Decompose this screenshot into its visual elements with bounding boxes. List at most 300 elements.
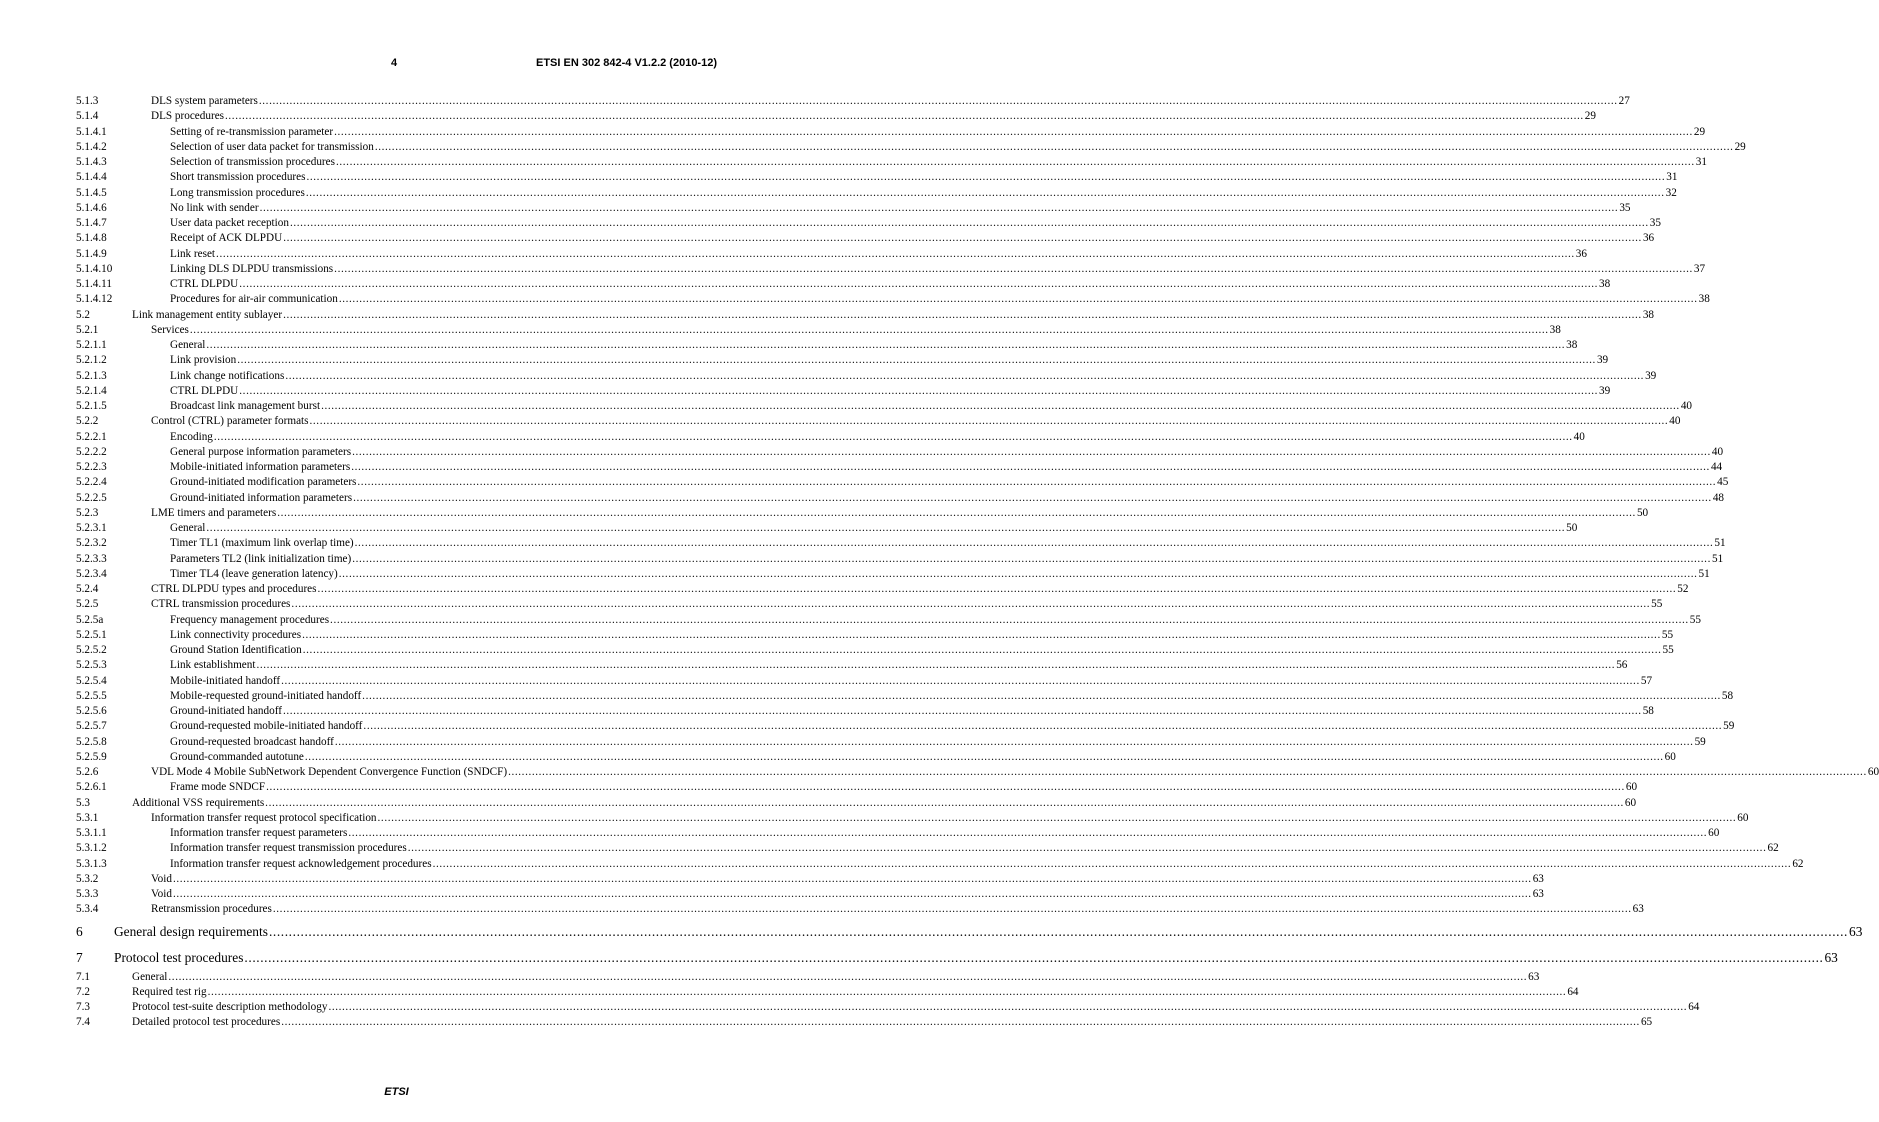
toc-entry-number: 5.2.1 <box>76 323 99 336</box>
toc-entry[interactable] <box>76 384 1611 399</box>
toc-entry-number: 5.2.2.4 <box>76 476 107 489</box>
dot-leader: ................................................................................................................................................................................................................................................................................................................................................................................................................ <box>189 323 1549 336</box>
toc-entry[interactable] <box>76 140 1746 155</box>
toc-entry[interactable] <box>76 338 1578 353</box>
toc-entry[interactable] <box>76 985 1579 1000</box>
toc-entry-title: Linking DLS DLPDU transmissions <box>170 262 334 277</box>
toc-entry-page: 36 <box>1642 231 1654 246</box>
toc-entry-number: 5.1.4 <box>76 110 99 123</box>
toc-entry-title: Protocol test-suite description methodology <box>132 1000 328 1015</box>
toc-entry[interactable] <box>76 750 1676 765</box>
toc-entry-number: 5.3.1.1 <box>76 827 107 839</box>
toc-entry-title: VDL Mode 4 Mobile SubNetwork Dependent Convergence Function (SNDCF) <box>151 765 508 780</box>
dot-leader: ................................................................................................................................................................................................................................................................................................................................................................................................................ <box>354 537 1714 550</box>
dot-leader: ................................................................................................................................................................................................................................................................................................................................................................................................................ <box>352 445 1711 458</box>
toc-entry-number: 5.1.4.6 <box>76 201 107 214</box>
toc-entry[interactable] <box>76 674 1653 689</box>
toc-entry-title: Information transfer request parameters <box>170 826 348 841</box>
toc-entry-number: 5.2.5.2 <box>76 644 107 656</box>
toc-entry-title: General <box>170 338 206 353</box>
toc-entry-page: 60 <box>1664 750 1676 765</box>
toc-entry-number: 5.1.4.9 <box>76 247 107 260</box>
toc-entry-number: 6 <box>76 923 83 939</box>
toc-entry-number: 5.2.1.3 <box>76 369 107 382</box>
toc-entry-page: 29 <box>1734 140 1746 155</box>
toc-entry-number: 7 <box>76 949 83 965</box>
toc-entry[interactable] <box>76 735 1706 750</box>
toc-entry-number: 5.2.2.5 <box>76 491 107 504</box>
toc-entry[interactable] <box>76 536 1726 551</box>
toc-entry-number: 5.1.4.12 <box>76 293 113 306</box>
toc-entry-page: 48 <box>1712 491 1724 506</box>
toc-entry-number: 5.1.4.4 <box>76 171 107 184</box>
dot-leader: ................................................................................................................................................................................................................................................................................................................................................................................................................ <box>335 156 1695 168</box>
toc-entry-page: 31 <box>1695 155 1707 170</box>
toc-entry-number: 5.2.5.8 <box>76 735 107 748</box>
toc-entry[interactable] <box>76 155 1707 170</box>
toc-entry-number: 5.2.6.1 <box>76 781 107 794</box>
toc-entry-page: 32 <box>1665 186 1677 201</box>
dot-leader: ................................................................................................................................................................................................................................................................................................................................................................................................................ <box>239 278 1599 290</box>
toc-entry[interactable] <box>76 920 1863 944</box>
toc-entry-number: 5.2.2 <box>76 415 99 428</box>
dot-leader: ................................................................................................................................................................................................................................................................................................................................................................................................................ <box>244 949 1824 965</box>
toc-entry-title: Ground-initiated modification parameters <box>170 475 357 490</box>
dot-leader: ................................................................................................................................................................................................................................................................................................................................................................................................................ <box>283 308 1642 321</box>
toc-entry-title: Timer TL4 (leave generation latency) <box>170 567 339 582</box>
toc-entry[interactable] <box>76 216 1661 231</box>
toc-entry[interactable] <box>76 704 1654 719</box>
dot-leader: ................................................................................................................................................................................................................................................................................................................................................................................................................ <box>304 750 1664 763</box>
toc-entry[interactable] <box>76 719 1735 734</box>
toc-entry-page: 50 <box>1636 506 1648 521</box>
toc-entry[interactable] <box>76 872 1544 887</box>
toc-entry-page: 55 <box>1661 628 1673 643</box>
toc-entry-title: Ground Station Identification <box>170 643 303 658</box>
dot-leader: ................................................................................................................................................................................................................................................................................................................................................................................................................ <box>351 461 1710 473</box>
dot-leader: ................................................................................................................................................................................................................................................................................................................................................................................................................ <box>283 232 1642 245</box>
dot-leader: ................................................................................................................................................................................................................................................................................................................................................................................................................ <box>259 201 1619 214</box>
dot-leader: ................................................................................................................................................................................................................................................................................................................................................................................................................ <box>338 293 1698 306</box>
toc-entry-page: 55 <box>1650 597 1662 612</box>
toc-entry-title: Procedures for air-air communication <box>170 292 339 307</box>
toc-entry-number: 5.3 <box>76 796 90 809</box>
dot-leader: ................................................................................................................................................................................................................................................................................................................................................................................................................ <box>330 613 1689 626</box>
document-reference: ETSI EN 302 842-4 V1.2.2 (2010-12) <box>536 57 717 69</box>
toc-entry-title: Ground-initiated handoff <box>170 704 283 719</box>
toc-entry-page: 55 <box>1689 613 1701 628</box>
toc-entry[interactable] <box>76 125 1706 140</box>
toc-entry[interactable] <box>76 353 1609 368</box>
toc-entry-title: Additional VSS requirements <box>132 796 265 811</box>
toc-entry[interactable] <box>76 1000 1700 1015</box>
dot-leader: ................................................................................................................................................................................................................................................................................................................................................................................................................ <box>353 491 1712 504</box>
dot-leader: ................................................................................................................................................................................................................................................................................................................................................................................................................ <box>237 354 1596 367</box>
toc-entry-page: 60 <box>1707 826 1719 841</box>
dot-leader: ................................................................................................................................................................................................................................................................................................................................................................................................................ <box>317 583 1677 595</box>
toc-entry-title: Ground-requested broadcast handoff <box>170 735 335 750</box>
dot-leader: ................................................................................................................................................................................................................................................................................................................................................................................................................ <box>302 644 1662 656</box>
dot-leader: ................................................................................................................................................................................................................................................................................................................................................................................................................ <box>281 674 1640 687</box>
toc-entry-number: 5.2.5.6 <box>76 705 107 717</box>
toc-entry-page: 36 <box>1575 247 1587 262</box>
toc-entry-number: 5.1.4.8 <box>76 232 107 245</box>
dot-leader: ................................................................................................................................................................................................................................................................................................................................................................................................................ <box>268 923 1848 939</box>
dot-leader: ................................................................................................................................................................................................................................................................................................................................................................................................................ <box>363 720 1723 733</box>
dot-leader: ................................................................................................................................................................................................................................................................................................................................................................................................................ <box>277 506 1636 519</box>
dot-leader: ................................................................................................................................................................................................................................................................................................................................................................................................................ <box>305 186 1665 199</box>
toc-entry-number: 5.3.2 <box>76 872 99 885</box>
toc-entry-title: DLS procedures <box>151 109 225 124</box>
toc-entry-number: 5.2.3.1 <box>76 522 107 534</box>
toc-entry-page: 56 <box>1615 658 1627 673</box>
toc-entry[interactable] <box>76 521 1578 536</box>
toc-entry-number: 5.2.5.4 <box>76 674 107 687</box>
toc-entry[interactable] <box>76 94 1630 109</box>
toc-entry-number: 5.2.1.2 <box>76 354 107 367</box>
toc-entry-title: General purpose information parameters <box>170 445 352 460</box>
toc-entry-title: DLS system parameters <box>151 94 259 109</box>
toc-entry[interactable] <box>76 109 1596 124</box>
toc-entry[interactable] <box>76 658 1628 673</box>
toc-entry-number: 5.2.3.3 <box>76 552 107 565</box>
toc-entry-page: 39 <box>1644 369 1656 384</box>
toc-entry-number: 7.3 <box>76 1001 90 1013</box>
table-of-contents <box>76 94 1879 1031</box>
toc-entry-page: 60 <box>1867 765 1879 780</box>
toc-entry-title: Required test rig <box>132 985 208 1000</box>
toc-entry-number: 7.2 <box>76 985 90 998</box>
toc-entry-page: 31 <box>1665 170 1677 185</box>
toc-entry-number: 5.2.1.5 <box>76 400 107 412</box>
toc-entry-title: CTRL DLPDU <box>170 277 239 292</box>
toc-entry-title: Selection of transmission procedures <box>170 155 336 170</box>
dot-leader: ................................................................................................................................................................................................................................................................................................................................................................................................................ <box>258 95 1618 107</box>
toc-entry[interactable] <box>76 201 1631 216</box>
dot-leader: ................................................................................................................................................................................................................................................................................................................................................................................................................ <box>256 659 1616 672</box>
toc-entry-page: 59 <box>1694 735 1706 750</box>
toc-entry[interactable] <box>76 1015 1653 1030</box>
dot-leader: ................................................................................................................................................................................................................................................................................................................................................................................................................ <box>338 567 1698 580</box>
toc-entry-title: Selection of user data packet for transmission <box>170 140 375 155</box>
toc-entry-page: 64 <box>1566 985 1578 1000</box>
toc-entry-number: 5.3.1 <box>76 811 99 824</box>
toc-entry-title: CTRL transmission procedures <box>151 597 291 612</box>
toc-entry-title: Ground-commanded autotune <box>170 750 305 765</box>
toc-entry-number: 5.3.3 <box>76 888 99 900</box>
toc-entry[interactable] <box>76 292 1710 307</box>
toc-entry-page: 37 <box>1693 262 1705 277</box>
dot-leader: ................................................................................................................................................................................................................................................................................................................................................................................................................ <box>285 369 1645 382</box>
toc-entry-title: Frame mode SNDCF <box>170 780 266 795</box>
toc-entry-title: Link change notifications <box>170 369 285 384</box>
toc-entry-page: 63 <box>1527 970 1539 985</box>
toc-entry[interactable] <box>76 369 1657 384</box>
toc-entry-page: 40 <box>1680 399 1692 414</box>
toc-entry-number: 5.2.3.2 <box>76 537 107 550</box>
toc-entry-page: 29 <box>1584 109 1596 124</box>
toc-entry-number: 5.2.5.3 <box>76 659 107 672</box>
toc-entry-number: 5.1.4.10 <box>76 262 113 275</box>
toc-entry[interactable] <box>76 552 1724 567</box>
dot-leader: ................................................................................................................................................................................................................................................................................................................................................................................................................ <box>374 140 1734 153</box>
toc-entry[interactable] <box>76 857 1804 872</box>
toc-entry[interactable] <box>76 231 1655 246</box>
toc-entry-title: Long transmission procedures <box>170 186 306 201</box>
toc-entry-number: 5.2.1.4 <box>76 384 107 397</box>
toc-entry-page: 39 <box>1598 384 1610 399</box>
toc-entry-page: 40 <box>1573 430 1585 445</box>
dot-leader: ................................................................................................................................................................................................................................................................................................................................................................................................................ <box>239 384 1599 397</box>
toc-entry-page: 38 <box>1698 292 1710 307</box>
toc-entry-page: 62 <box>1791 857 1803 872</box>
toc-entry-title: Void <box>151 872 173 887</box>
toc-entry[interactable] <box>76 399 1692 414</box>
toc-entry-page: 55 <box>1662 643 1674 658</box>
toc-entry-number: 5.2.5.5 <box>76 689 107 702</box>
toc-entry[interactable] <box>76 597 1663 612</box>
toc-entry-title: General design requirements <box>114 920 269 944</box>
toc-entry-title: Information transfer request acknowledgement procedures <box>170 857 433 872</box>
toc-entry-number: 5.2.5 <box>76 598 99 611</box>
toc-entry-title: General <box>170 521 206 536</box>
dot-leader: ................................................................................................................................................................................................................................................................................................................................................................................................................ <box>282 705 1642 717</box>
dot-leader: ................................................................................................................................................................................................................................................................................................................................................................................................................ <box>334 125 1693 138</box>
toc-entry-page: 38 <box>1598 277 1610 292</box>
toc-entry-number: 5.2.2.3 <box>76 461 107 473</box>
toc-entry-title: Information transfer request transmission procedures <box>170 841 408 856</box>
dot-leader: ................................................................................................................................................................................................................................................................................................................................................................................................................ <box>352 552 1711 565</box>
dot-leader: ................................................................................................................................................................................................................................................................................................................................................................................................................ <box>328 1001 1688 1013</box>
toc-entry-title: Services <box>151 323 190 338</box>
dot-leader: ................................................................................................................................................................................................................................................................................................................................................................................................................ <box>207 985 1567 998</box>
toc-entry-number: 5.3.4 <box>76 903 99 916</box>
toc-entry-page: 52 <box>1676 582 1688 597</box>
dot-leader: ................................................................................................................................................................................................................................................................................................................................................................................................................ <box>362 689 1721 702</box>
toc-entry[interactable] <box>76 970 1540 985</box>
toc-entry-number: 5.2.3 <box>76 506 99 519</box>
toc-entry-number: 5.2.3.4 <box>76 567 107 580</box>
toc-entry-number: 5.1.4.7 <box>76 217 107 229</box>
toc-entry[interactable] <box>76 414 1681 429</box>
toc-entry-page: 60 <box>1736 811 1748 826</box>
dot-leader: ................................................................................................................................................................................................................................................................................................................................................................................................................ <box>289 217 1649 229</box>
toc-entry-title: General <box>132 970 168 985</box>
toc-entry-title: Broadcast link management burst <box>170 399 321 414</box>
dot-leader: ................................................................................................................................................................................................................................................................................................................................................................................................................ <box>168 970 1528 983</box>
toc-entry-title: Link management entity sublayer <box>132 308 283 323</box>
toc-entry-number: 5.2.4 <box>76 583 99 595</box>
toc-entry-title: Setting of re-transmission parameter <box>170 125 334 140</box>
toc-entry-number: 5.1.4.2 <box>76 140 107 153</box>
toc-entry[interactable] <box>76 323 1561 338</box>
dot-leader: ................................................................................................................................................................................................................................................................................................................................................................................................................ <box>306 171 1666 184</box>
dot-leader: ................................................................................................................................................................................................................................................................................................................................................................................................................ <box>508 766 1867 778</box>
toc-entry-page: 40 <box>1711 445 1723 460</box>
dot-leader: ................................................................................................................................................................................................................................................................................................................................................................................................................ <box>272 903 1632 916</box>
toc-entry[interactable] <box>76 475 1729 490</box>
toc-entry[interactable] <box>76 902 1644 917</box>
toc-entry-title: LME timers and parameters <box>151 506 277 521</box>
dot-leader: ................................................................................................................................................................................................................................................................................................................................................................................................................ <box>377 811 1737 824</box>
toc-entry-page: 58 <box>1721 689 1733 704</box>
toc-entry[interactable] <box>76 445 1724 460</box>
toc-entry-title: Void <box>151 887 173 902</box>
toc-entry[interactable] <box>76 308 1654 323</box>
dot-leader: ................................................................................................................................................................................................................................................................................................................................................................................................................ <box>206 522 1566 534</box>
toc-entry-title: User data packet reception <box>170 216 290 231</box>
toc-entry[interactable] <box>76 765 1879 780</box>
toc-entry-title: Retransmission procedures <box>151 902 273 917</box>
dot-leader: ................................................................................................................................................................................................................................................................................................................................................................................................................ <box>407 842 1767 855</box>
toc-entry[interactable] <box>76 262 1706 277</box>
toc-entry-page: 35 <box>1618 201 1630 216</box>
toc-entry-number: 5.3.1.2 <box>76 842 107 855</box>
toc-entry-title: CTRL DLPDU <box>170 384 239 399</box>
dot-leader: ................................................................................................................................................................................................................................................................................................................................................................................................................ <box>265 796 1624 809</box>
toc-entry-page: 63 <box>1532 872 1544 887</box>
toc-entry[interactable] <box>76 460 1723 475</box>
toc-entry-page: 38 <box>1549 323 1561 338</box>
toc-entry-number: 5.2.5.7 <box>76 720 107 733</box>
toc-entry-page: 64 <box>1687 1000 1699 1015</box>
dot-leader: ................................................................................................................................................................................................................................................................................................................................................................................................................ <box>225 110 1584 123</box>
toc-entry-number: 5.2.6 <box>76 766 99 778</box>
toc-entry-title: Short transmission procedures <box>170 170 306 185</box>
toc-entry-page: 63 <box>1848 920 1862 944</box>
dot-leader: ................................................................................................................................................................................................................................................................................................................................................................................................................ <box>309 415 1669 428</box>
toc-entry[interactable] <box>76 506 1649 521</box>
toc-entry[interactable] <box>76 170 1678 185</box>
toc-entry-page: 60 <box>1625 780 1637 795</box>
toc-entry-title: No link with sender <box>170 201 260 216</box>
toc-entry-page: 50 <box>1565 521 1577 536</box>
toc-entry-title: Mobile-initiated information parameters <box>170 460 351 475</box>
footer-etsi: ETSI <box>384 1086 409 1098</box>
toc-entry-number: 5.2.2.1 <box>76 430 107 443</box>
toc-entry-page: 57 <box>1640 674 1652 689</box>
toc-entry[interactable] <box>76 689 1734 704</box>
toc-entry[interactable] <box>76 613 1701 628</box>
toc-entry[interactable] <box>76 887 1544 902</box>
toc-entry-title: Ground-requested mobile-initiated handoff <box>170 719 363 734</box>
dot-leader: ................................................................................................................................................................................................................................................................................................................................................................................................................ <box>172 888 1532 900</box>
toc-entry[interactable] <box>76 826 1720 841</box>
toc-entry-title: Link reset <box>170 247 216 262</box>
toc-entry-title: CTRL DLPDU types and procedures <box>151 582 318 597</box>
dot-leader: ................................................................................................................................................................................................................................................................................................................................................................................................................ <box>321 400 1680 412</box>
toc-entry[interactable] <box>76 247 1587 262</box>
toc-entry-number: 5.1.4.11 <box>76 278 112 290</box>
toc-entry-title: Mobile-initiated handoff <box>170 674 281 689</box>
toc-entry-title: Link provision <box>170 353 237 368</box>
toc-entry-page: 45 <box>1716 475 1728 490</box>
toc-entry-number: 5.1.3 <box>76 95 99 107</box>
toc-entry-page: 51 <box>1711 552 1723 567</box>
toc-entry-title: Control (CTRL) parameter formats <box>151 414 310 429</box>
toc-entry-title: Ground-initiated information parameters <box>170 491 353 506</box>
toc-entry-page: 40 <box>1668 414 1680 429</box>
toc-entry-number: 5.2 <box>76 308 90 321</box>
toc-entry-number: 5.2.5a <box>76 613 104 626</box>
dot-leader: ................................................................................................................................................................................................................................................................................................................................................................................................................ <box>357 476 1717 489</box>
toc-entry-title: Protocol test procedures <box>114 946 244 970</box>
toc-entry[interactable] <box>76 643 1674 658</box>
toc-entry-number: 5.1.4.3 <box>76 156 107 168</box>
toc-entry-title: Detailed protocol test procedures <box>132 1015 281 1030</box>
toc-entry[interactable] <box>76 567 1710 582</box>
toc-entry[interactable] <box>76 430 1585 445</box>
toc-entry-title: Link connectivity procedures <box>170 628 302 643</box>
toc-entry[interactable] <box>76 186 1677 201</box>
toc-entry[interactable] <box>76 811 1749 826</box>
toc-entry[interactable] <box>76 780 1638 795</box>
toc-entry-number: 5.1.4.5 <box>76 186 107 199</box>
dot-leader: ................................................................................................................................................................................................................................................................................................................................................................................................................ <box>302 628 1661 641</box>
toc-entry[interactable] <box>76 841 1779 856</box>
toc-entry-page: 38 <box>1565 338 1577 353</box>
toc-entry-page: 65 <box>1640 1015 1652 1030</box>
toc-entry-page: 51 <box>1698 567 1710 582</box>
dot-leader: ................................................................................................................................................................................................................................................................................................................................................................................................................ <box>334 262 1693 275</box>
dot-leader: ................................................................................................................................................................................................................................................................................................................................................................................................................ <box>172 872 1532 885</box>
dot-leader: ................................................................................................................................................................................................................................................................................................................................................................................................................ <box>334 735 1694 748</box>
toc-entry-title: Timer TL1 (maximum link overlap time) <box>170 536 355 551</box>
toc-entry-title: Receipt of ACK DLPDU <box>170 231 283 246</box>
toc-entry-title: Mobile-requested ground-initiated handoff <box>170 689 362 704</box>
toc-entry[interactable] <box>76 796 1637 811</box>
toc-entry-page: 63 <box>1823 946 1837 970</box>
toc-entry-number: 5.3.1.3 <box>76 857 107 870</box>
toc-entry-page: 38 <box>1642 308 1654 323</box>
toc-entry[interactable] <box>76 491 1724 506</box>
toc-entry-page: 59 <box>1722 719 1734 734</box>
toc-entry-page: 51 <box>1713 536 1725 551</box>
dot-leader: ................................................................................................................................................................................................................................................................................................................................................................................................................ <box>432 857 1792 870</box>
dot-leader: ................................................................................................................................................................................................................................................................................................................................................................................................................ <box>266 781 1625 794</box>
toc-entry-page: 27 <box>1618 94 1630 109</box>
toc-entry-page: 62 <box>1766 841 1778 856</box>
toc-entry-title: Parameters TL2 (link initialization time) <box>170 552 352 567</box>
toc-entry[interactable] <box>76 946 1838 970</box>
toc-entry-title: Frequency management procedures <box>170 613 330 628</box>
toc-entry[interactable] <box>76 582 1689 597</box>
toc-entry-page: 44 <box>1710 460 1722 475</box>
toc-entry-page: 58 <box>1642 704 1654 719</box>
toc-entry-number: 5.1.4.1 <box>76 125 107 138</box>
dot-leader: ................................................................................................................................................................................................................................................................................................................................................................................................................ <box>216 247 1575 260</box>
dot-leader: ................................................................................................................................................................................................................................................................................................................................................................................................................ <box>281 1016 1640 1029</box>
toc-entry-number: 5.2.5.9 <box>76 750 107 763</box>
dot-leader: ................................................................................................................................................................................................................................................................................................................................................................................................................ <box>206 339 1566 351</box>
toc-entry-page: 29 <box>1693 125 1705 140</box>
toc-entry-page: 63 <box>1532 887 1544 902</box>
toc-entry-number: 5.2.1.1 <box>76 339 107 351</box>
toc-entry-number: 5.2.2.2 <box>76 445 107 458</box>
page-number: 4 <box>391 57 398 69</box>
toc-entry-title: Link establishment <box>170 658 256 673</box>
dot-leader: ................................................................................................................................................................................................................................................................................................................................................................................................................ <box>348 827 1708 839</box>
toc-entry-page: 35 <box>1649 216 1661 231</box>
toc-entry-page: 60 <box>1624 796 1636 811</box>
toc-entry[interactable] <box>76 628 1674 643</box>
toc-entry-title: Information transfer request protocol specification <box>151 811 378 826</box>
toc-entry[interactable] <box>76 277 1611 292</box>
dot-leader: ................................................................................................................................................................................................................................................................................................................................................................................................................ <box>213 430 1573 443</box>
toc-entry-number: 7.4 <box>76 1016 90 1029</box>
toc-entry-page: 39 <box>1596 353 1608 368</box>
toc-entry-number: 5.2.5.1 <box>76 628 107 641</box>
